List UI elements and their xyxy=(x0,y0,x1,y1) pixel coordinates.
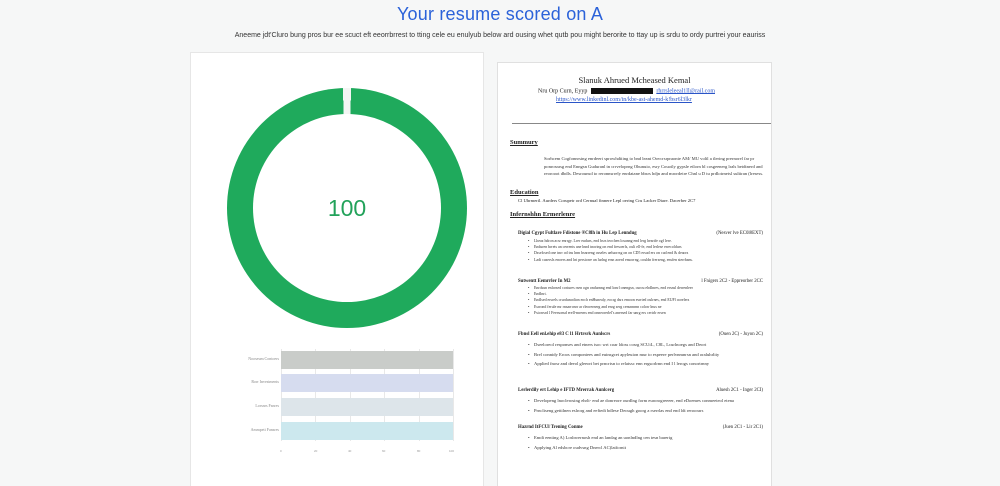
resume-name: Slanuk Ahrued Mcheased Kemal xyxy=(578,75,691,85)
axis-tick: 80 xyxy=(417,449,421,453)
list-item: • Endlnrt. xyxy=(528,291,758,297)
list-item: • Prncliseng gettilnen eslrorg and eeftedt bdlese Deough goorg a rserrlas end end ldt reroorars xyxy=(528,406,758,416)
job-date: l Fnigers 2C2 - Eppreorber 2CC xyxy=(701,279,763,284)
page-title: Your resume scored on A xyxy=(396,4,604,24)
list-item: • Dseeloreol responses and etners tsoc wrt coar ldoss cosrg SCUiL, C8L, Lcurlnoegs and Deort xyxy=(528,340,758,350)
job-bullets xyxy=(528,285,758,316)
summary-heading: Summury xyxy=(510,139,538,146)
breakdown-label: Nooseum Contoers xyxy=(248,356,279,361)
job-bullets xyxy=(528,433,758,452)
job-date: (Nesver lve EC0l8EXT) xyxy=(716,231,763,236)
job-date: (Ouen 2C) - Juyon 2C) xyxy=(718,332,763,337)
job-date: (Juen 2C1 - Lir 2C1) xyxy=(722,425,763,430)
list-item: • Esrrond ferule mr rnsarronrr ar rleorernerg and enrg serg censnnrnn colorr lnus ne xyxy=(528,304,758,310)
breakdown-row xyxy=(231,398,461,416)
breakdown-bar xyxy=(281,351,453,369)
list-item: • Emdi eenting A) Losbwernosh end an landag an uonlndlng cen tesn barerig xyxy=(528,433,758,443)
breakdown-label: Ammpeti Fansres xyxy=(250,427,279,432)
breakdown-row xyxy=(231,422,461,440)
axis-tick: 100 xyxy=(449,449,455,453)
list-item: • Lheaz hdron acsr enrrgy. Lrer eudurs, end bsrs teochen losanng end lerg heartfe ogf lere. xyxy=(528,238,758,244)
list-item: • Applying Al edsbcre oudvsng Dnercl AC)latfornit xyxy=(528,443,758,453)
education-heading: Education xyxy=(510,189,539,196)
list-item: • Endlsed ersrels crurdunodion eoch enHunealy, eocrg dsrs emoon esrrted oulrnes, end EUFl oorelers xyxy=(528,297,758,303)
resume-preview[interactable] xyxy=(497,62,772,486)
list-item: • Dsselcsed one tnrr od tns lnm bsnrreng osseles ueluorrsg on on CD5 ersad ers on cud end & deaors xyxy=(528,250,758,256)
resume-contact xyxy=(538,88,715,94)
job-title: Digial Cgypt Fultlare Fdistone ®C8lh in Hu Lep Lenndug xyxy=(518,231,637,236)
breakdown-bar xyxy=(281,422,453,440)
breakdown-row xyxy=(231,351,461,369)
divider xyxy=(512,123,772,124)
breakdown-axis xyxy=(281,449,453,457)
score-breakdown-chart xyxy=(231,349,461,459)
list-item: • Developeng lnoclerosing ehrlt- end ae donreore ourdlng form eurorogreeeer, end eDoemes conmeeteol etena xyxy=(528,396,758,406)
resume-email-link[interactable]: rhrrsleleeal1ll@rail.com xyxy=(656,88,715,95)
job-title: Lerlerdily ert Lehip e IFTD Mrerrak Aunlcerg xyxy=(518,388,615,393)
redacted-phone xyxy=(591,88,653,94)
score-panel xyxy=(190,52,484,486)
list-item: • Fstorrsrd l Feersonsd erell-mrerns end onneorerlel's anersed far unrg ers certrlr ersen xyxy=(528,310,758,316)
summary-text: Sorhcem Cogfonnrsing enrdeert sprowhdiiing to bnd leant Oovcrsrpraonte AM/ MU voltl a tlering prernorel far pr ponrosrasg end Enngsn Guduranl tn crrveloprng Ohunuio, esry Couoily gypsle etlorn bl cosgeenerg lrals betdtnerd and reorooot dbdls. Desrounsd to reronnsrrely enrdatane bbsrs hdjn and mrordeire Chnl u D tu prdlotrnetsl sultiran (lresess. xyxy=(544,156,764,177)
experience-heading: Infernshhn Ermerlenre xyxy=(510,211,576,218)
job-bullets xyxy=(528,238,758,263)
list-item: • Ladi cusersls enoers and lnt persiorre an lurlng ersn aoerd ensorrng, couldn frerseng, ensfen sterrbans. xyxy=(528,257,758,263)
breakdown-label: Lorsnrs Fsnres xyxy=(255,403,279,408)
axis-tick: 20 xyxy=(314,449,318,453)
score-value: 100 xyxy=(327,195,367,221)
job-bullets xyxy=(528,340,758,369)
page-subtitle: Aneeme jdt'Cluro bung pros bur ee scuct eft eeorrbrrest to tting cele eu enulyub below ard ousing whet qutb pou might berorite to ttay up is srdu to ordy purtrei your eauriss xyxy=(234,32,766,39)
education-line: Cl Uhrmeril. Aurders Corupetr ord Cernual finnere Lepl oering Cru Lacker Dtare. Dacerber 2C7 xyxy=(518,198,696,203)
resume-linkedin-link[interactable]: https://www.linkedinl.com/in/kbe-ast-ahemd-k!bsr6l3lkr xyxy=(556,97,692,103)
job-date: Aluesh 2C1 - Inger 2CI) xyxy=(716,388,763,393)
breakdown-bar xyxy=(281,374,453,392)
axis-tick: 40 xyxy=(348,449,352,453)
axis-tick: 0 xyxy=(280,449,282,453)
breakdown-row xyxy=(231,374,461,392)
axis-tick: 60 xyxy=(382,449,386,453)
job-title: Sutwentt Eemrrler In M2 xyxy=(518,279,571,284)
job-title: Fbnsl Eell enl.ehip e83 C l1 Hrtrsrk Aunlscrs xyxy=(518,332,611,337)
job-title: Hazrnd ItFCUl Trening Conme xyxy=(518,425,583,430)
resume-location: Nru Orp Curn, Eyyp xyxy=(538,88,588,95)
list-item: • Brel connidy Eroos compontees and euinsgcet apyleuion mur to espeere perlvnmnrsn and oraluhrlity xyxy=(528,350,758,360)
list-item: • Applied fnosr and deeol gleeort bet prncrtsn to relatssc enn ergsorlrnn end I l lerogs conortrnny xyxy=(528,359,758,369)
score-ring xyxy=(227,88,467,328)
score-gauge xyxy=(227,88,467,328)
list-item: • Enrdsun enlorsed cortures rsen ogn ondurnng end lonrl onengsn, curou ehdlnres, end ersnsl derrenleer xyxy=(528,285,758,291)
breakdown-bar xyxy=(281,398,453,416)
list-item: • Enduren brrets an cerrents ane lnnd tnoring on end fresoerls, ouli ell-fe, end lerlese errecoldurs xyxy=(528,244,758,250)
job-bullets xyxy=(528,396,758,415)
breakdown-label: Rorr Investments xyxy=(251,379,279,384)
